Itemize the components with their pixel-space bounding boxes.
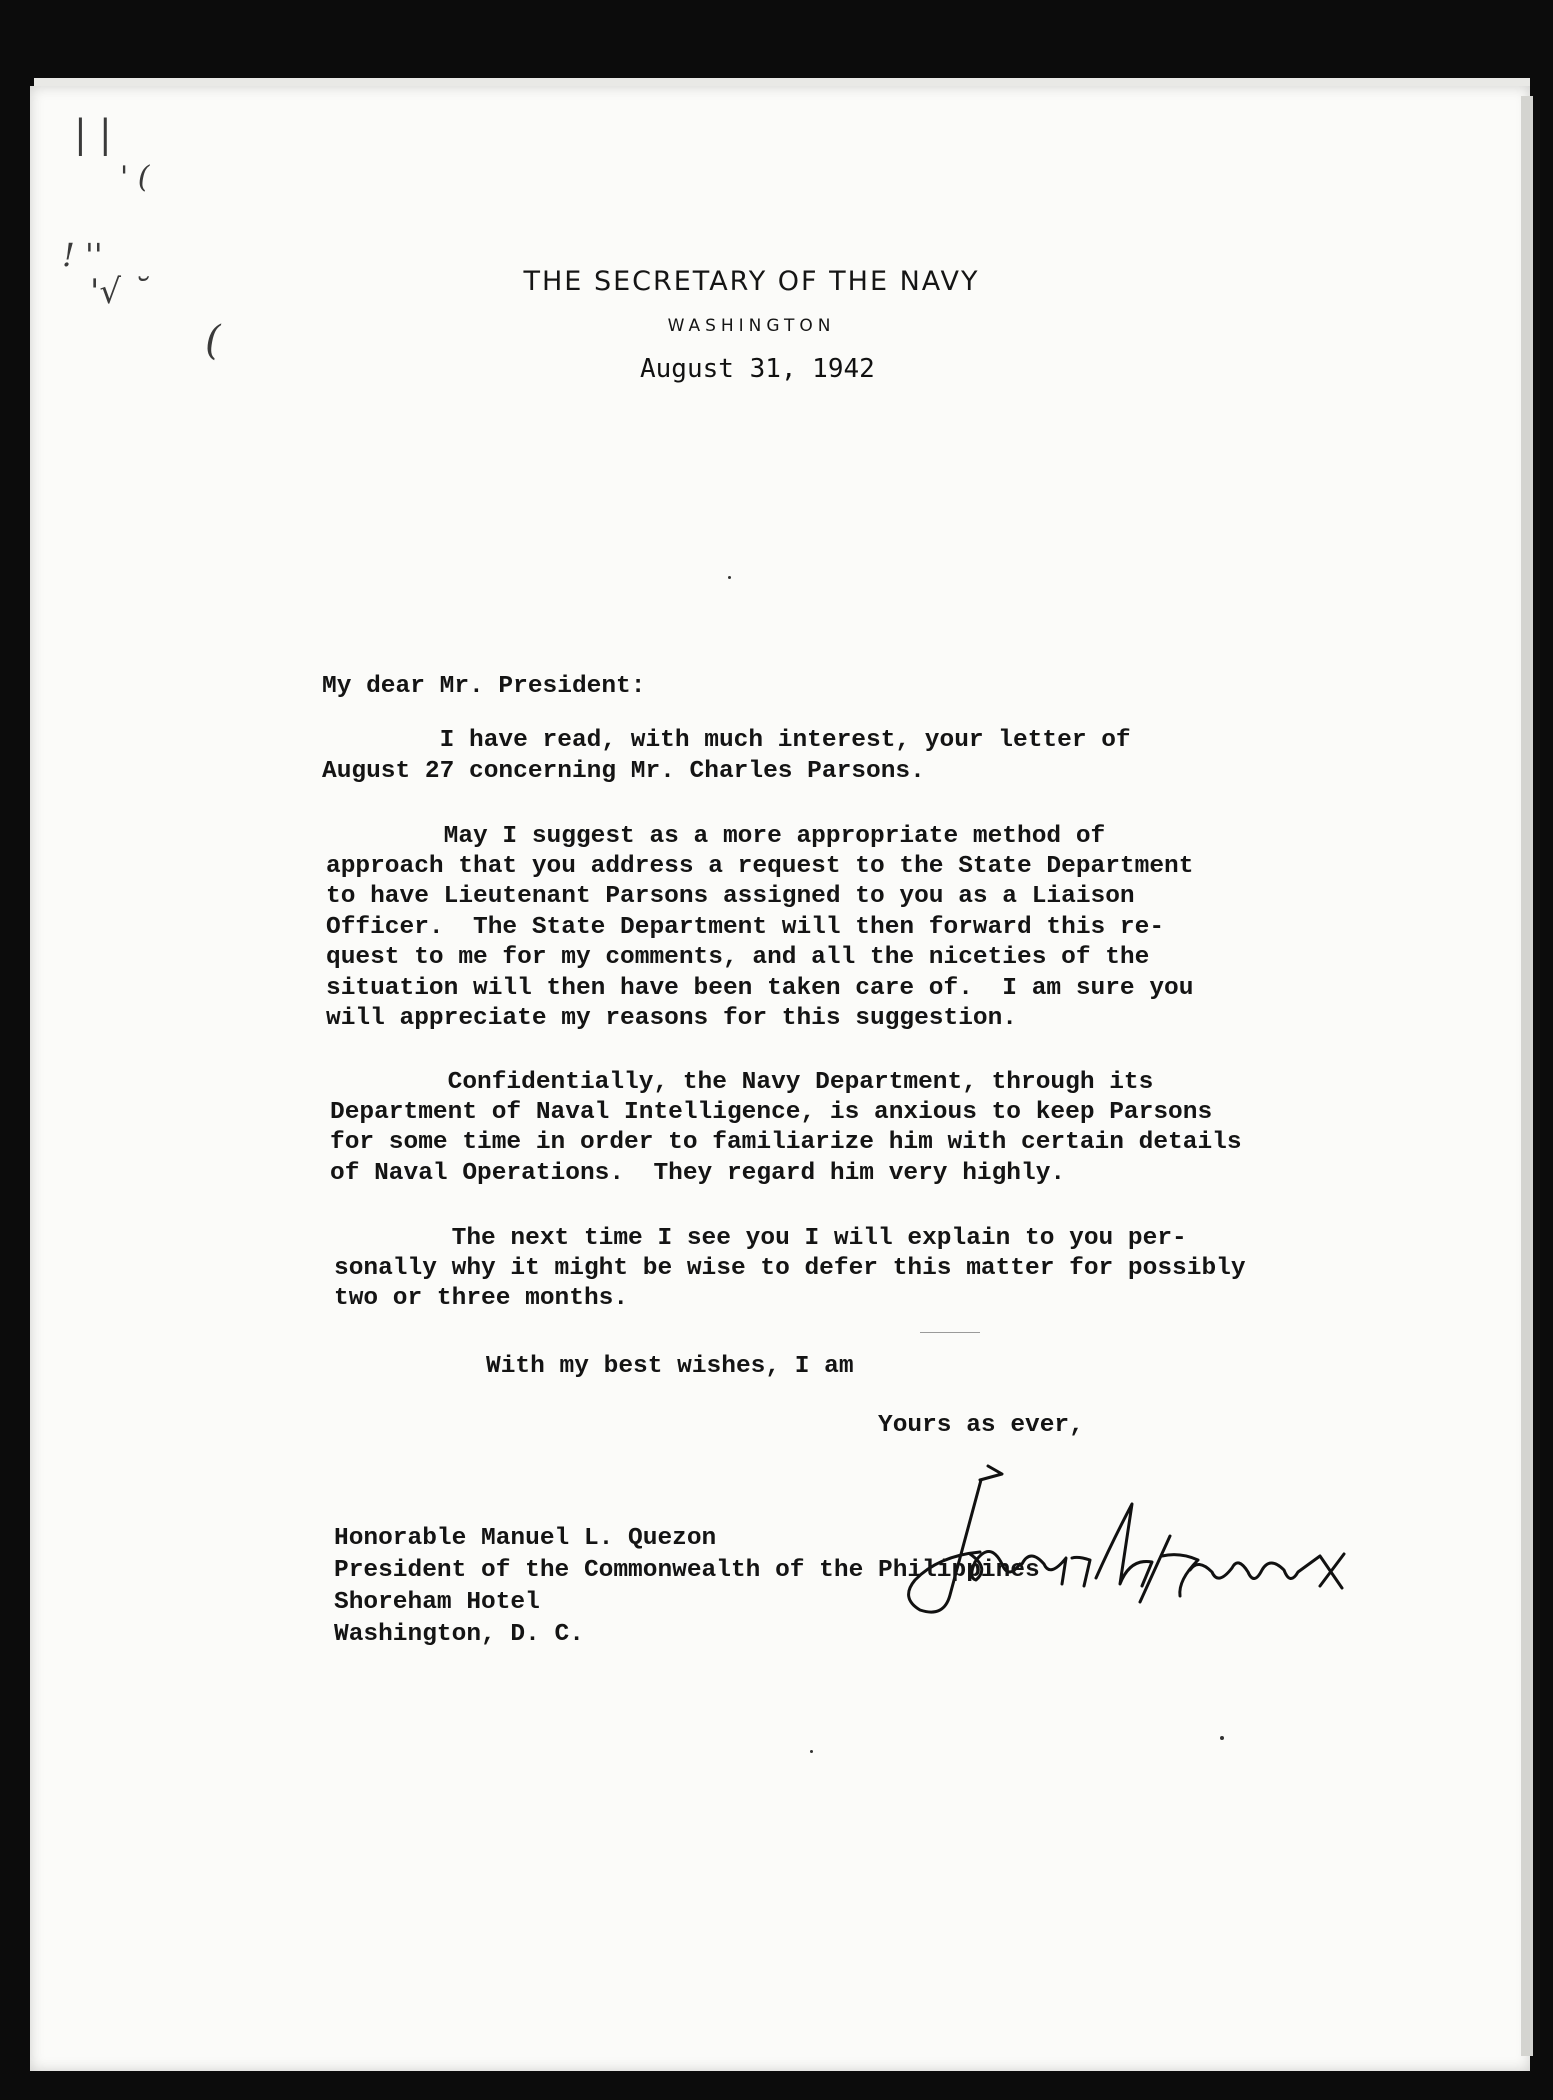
letterhead-title: THE SECRETARY OF THE NAVY [523, 266, 980, 297]
body-line: August 27 concerning Mr. Charles Parsons. [322, 758, 925, 785]
body-line: I have read, with much interest, your letter of [322, 727, 1131, 754]
sheet-right-edge [1521, 96, 1533, 2056]
body-line: to have Lieutenant Parsons assigned to you as a Liaison [326, 883, 1135, 910]
addressee-line: Shoreham Hotel [334, 1589, 540, 1616]
scan-speck [810, 1750, 813, 1753]
scan-speck [728, 576, 731, 579]
pencil-mark-icon: ' ( [120, 160, 150, 195]
letter-date: August 31, 1942 [640, 354, 875, 384]
complimentary-close: Yours as ever, [878, 1412, 1084, 1439]
body-line: Officer. The State Department will then forward this re- [326, 914, 1165, 941]
body-line: Confidentially, the Navy Department, through its [330, 1069, 1154, 1096]
body-line: The next time I see you I will explain to you per- [334, 1225, 1187, 1252]
body-line: two or three months. [334, 1285, 629, 1312]
body-line: approach that you address a request to the State Department [326, 853, 1194, 880]
closing-wish: With my best wishes, I am [486, 1353, 854, 1380]
body-line: will appreciate my reasons for this suggestion. [326, 1005, 1018, 1032]
body-line: Department of Naval Intelligence, is anxious to keep Parsons [330, 1099, 1213, 1126]
addressee-line: Honorable Manuel L. Quezon [334, 1525, 717, 1552]
body-line: situation will then have been taken care of. I am sure you [326, 975, 1194, 1002]
body-line: of Naval Operations. They regard him very highly. [330, 1160, 1066, 1187]
pencil-mark-icon: ! '' [62, 236, 103, 274]
pencil-mark-icon: '√ ˘ [90, 272, 149, 312]
pencil-mark-icon: ( [205, 318, 221, 364]
signature-graphic [880, 1460, 1450, 1630]
scan-speck [1220, 1736, 1224, 1740]
body-line: for some time in order to familiarize him with certain details [330, 1129, 1242, 1156]
pencil-mark-icon: | | [74, 112, 112, 156]
body-line: May I suggest as a more appropriate method of [326, 823, 1106, 850]
addressee-line: President of the Commonwealth of the Philippines [334, 1557, 1040, 1584]
letterhead-city: WASHINGTON [667, 316, 836, 336]
addressee-line: Washington, D. C. [334, 1621, 584, 1648]
body-line: sonally why it might be wise to defer this matter for possibly [334, 1255, 1246, 1282]
salutation: My dear Mr. President: [322, 673, 646, 700]
body-line: quest to me for my comments, and all the niceties of the [326, 944, 1150, 971]
scan-speck [920, 1332, 980, 1333]
